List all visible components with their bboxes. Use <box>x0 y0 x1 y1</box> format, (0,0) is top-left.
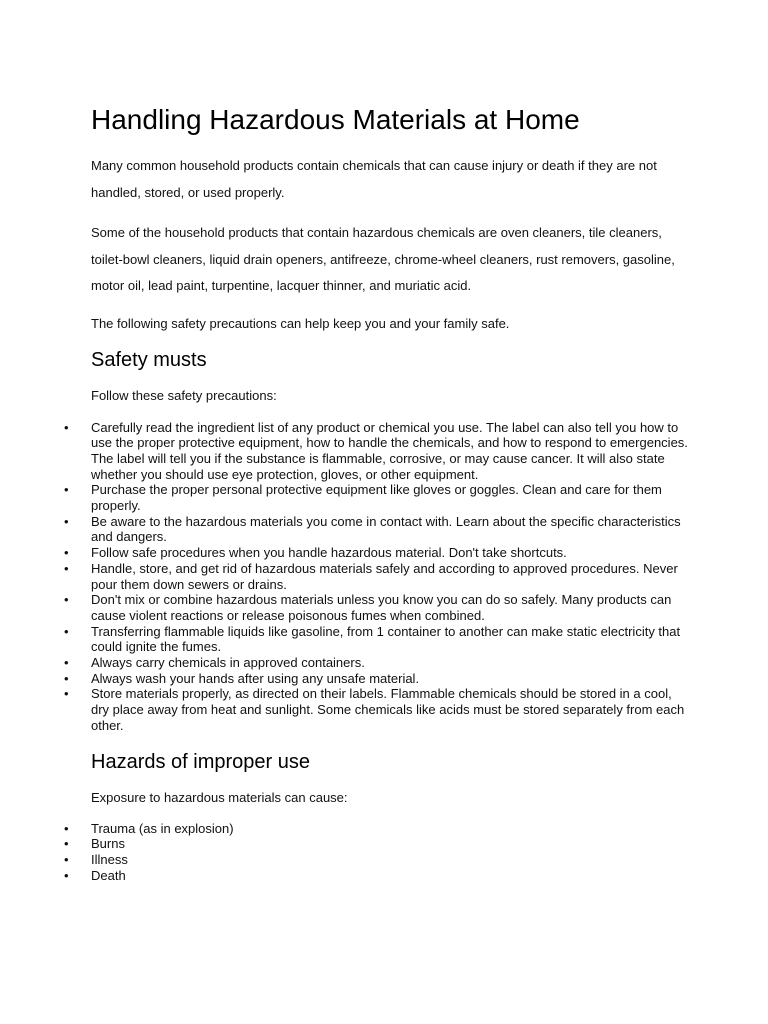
list-item: • Don't mix or combine hazardous materials unless you know you can do so safely. Many products can cause violent reactions or release poisonous fumes when combined. <box>91 592 691 623</box>
section-intro: Follow these safety precautions: <box>91 387 277 403</box>
list-item: • Trauma (as in explosion) <box>91 821 691 837</box>
section-intro: Exposure to hazardous materials can cause: <box>91 789 348 805</box>
document-title: Handling Hazardous Materials at Home <box>91 104 580 135</box>
list-item: • Carefully read the ingredient list of any product or chemical you use. The label can also tell you how to use the proper protective equipment, how to handle the chemicals, and how to respond to emergencies. The label will tell you if the substance is flammable, corrosive, or may cause cancer. It will also state whether you should use eye protection, gloves, or other equipment. <box>91 420 691 483</box>
list-item: • Be aware to the hazardous materials you come in contact with. Learn about the specific characteristics and dangers. <box>91 514 691 545</box>
list-item: • Follow safe procedures when you handle hazardous material. Don't take shortcuts. <box>91 545 691 561</box>
list-item: • Burns <box>91 836 691 852</box>
list-item: • Store materials properly, as directed on their labels. Flammable chemicals should be stored in a cool, dry place away from heat and sunlight. Some chemicals like acids must be stored separately from each other. <box>91 686 691 733</box>
intro-paragraph: The following safety precautions can help keep you and your family safe. <box>91 315 510 331</box>
list-item: • Always carry chemicals in approved containers. <box>91 655 691 671</box>
document-content <box>91 103 691 883</box>
intro-paragraph: Some of the household products that contain hazardous chemicals are oven cleaners, tile cleaners, toilet-bowl cleaners, liquid drain openers, antifreeze, chrome-wheel cleaners, rust removers, gasoline, motor oil, lead paint, turpentine, lacquer thinner, and muriatic acid. <box>91 225 675 293</box>
section-heading-hazards: Hazards of improper use <box>91 750 310 773</box>
hazards-list <box>91 821 691 884</box>
list-item: • Always wash your hands after using any unsafe material. <box>91 671 691 687</box>
list-item: • Transferring flammable liquids like gasoline, from 1 container to another can make static electricity that could ignite the fumes. <box>91 624 691 655</box>
intro-paragraph: Many common household products contain chemicals that can cause injury or death if they are not handled, stored, or used properly. <box>91 158 657 200</box>
list-item: • Death <box>91 868 691 884</box>
list-item: • Purchase the proper personal protective equipment like gloves or goggles. Clean and care for them properly. <box>91 482 691 513</box>
safety-precautions-list <box>91 420 691 734</box>
list-item: • Handle, store, and get rid of hazardous materials safely and according to approved procedures. Never pour them down sewers or drains. <box>91 561 691 592</box>
list-item: • Illness <box>91 852 691 868</box>
section-heading-safety-musts: Safety musts <box>91 348 207 371</box>
